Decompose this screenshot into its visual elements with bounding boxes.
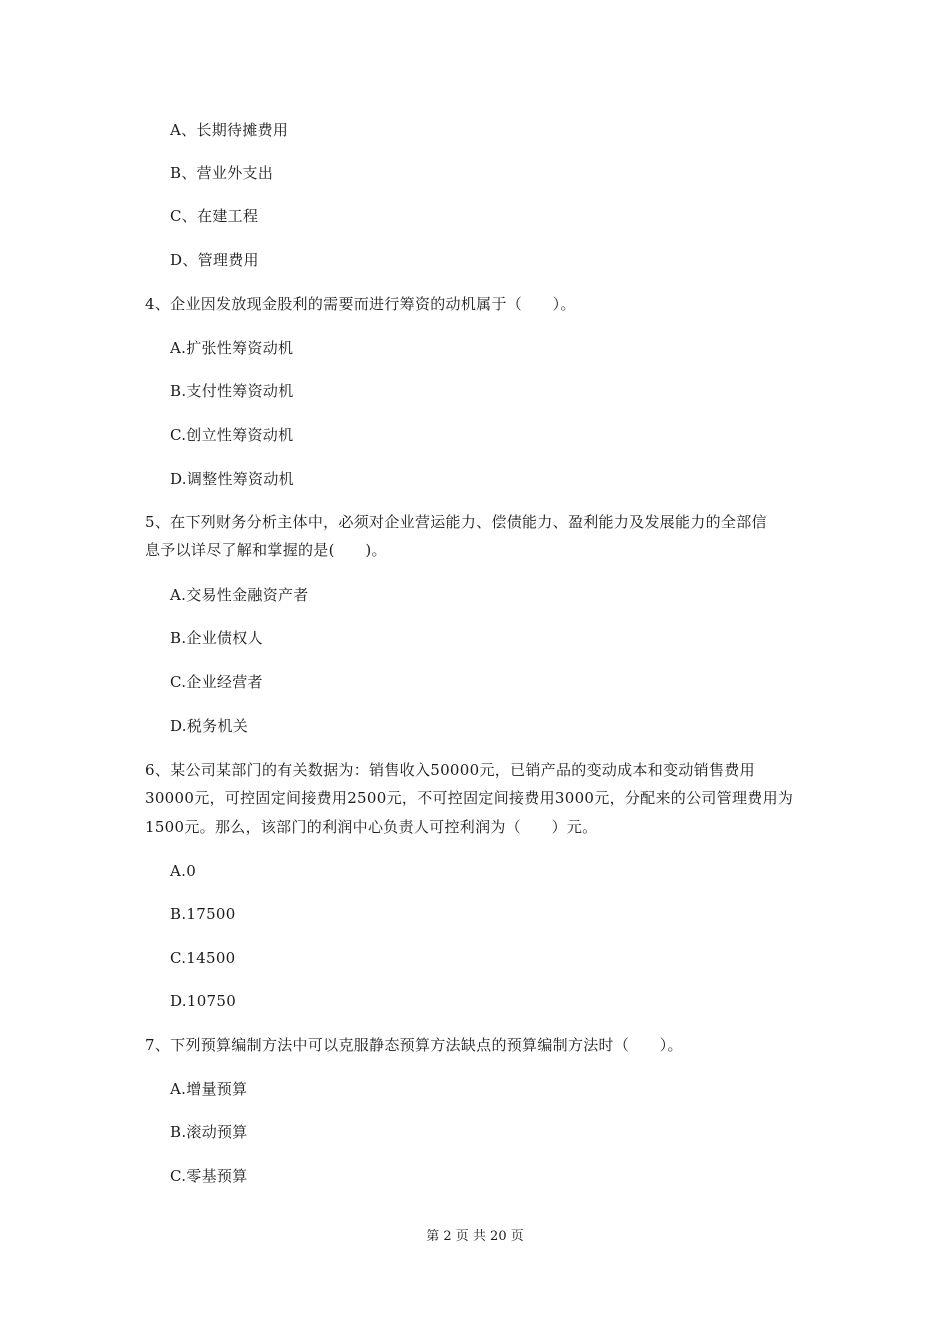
q4-option-b: B.支付性筹资动机 [170, 382, 294, 400]
q4-option-d: D.调整性筹资动机 [170, 470, 294, 488]
q5-option-a: A.交易性金融资产者 [170, 586, 309, 604]
q6-stem-line-3: 1500元。那么，该部门的利润中心负责人可控利润为（ ）元。 [145, 818, 598, 836]
q5-stem-line-2: 息予以详尽了解和掌握的是( )。 [145, 541, 387, 559]
q6-option-d: D.10750 [170, 992, 237, 1010]
q4-option-a: A.扩张性筹资动机 [170, 339, 294, 357]
q5-stem-line-1: 5、在下列财务分析主体中，必须对企业营运能力、偿债能力、盈利能力及发展能力的全部信 [145, 513, 767, 531]
page-footer: 第 2 页 共 20 页 [426, 1229, 524, 1244]
q6-option-b: B.17500 [170, 905, 236, 923]
q6-option-a: A.0 [170, 862, 197, 880]
q4-option-c: C.创立性筹资动机 [170, 426, 294, 444]
q6-stem-line-2: 30000元，可控固定间接费用2500元，不可控固定间接费用3000元，分配来的公司管理费用为 [145, 789, 794, 807]
q3-option-c: C、在建工程 [170, 207, 259, 225]
q3-option-a: A、长期待摊费用 [170, 121, 289, 139]
q3-option-d: D、管理费用 [170, 251, 259, 269]
q7-option-c: C.零基预算 [170, 1167, 248, 1185]
q6-option-c: C.14500 [170, 949, 236, 967]
q5-option-b: B.企业债权人 [170, 629, 263, 647]
q7-option-b: B.滚动预算 [170, 1123, 248, 1141]
q5-option-c: C.企业经营者 [170, 673, 263, 691]
q4-stem: 4、企业因发放现金股利的需要而进行筹资的动机属于（ ）。 [145, 295, 576, 313]
q7-stem: 7、下列预算编制方法中可以克服静态预算方法缺点的预算编制方法时（ ）。 [145, 1036, 683, 1054]
q7-option-a: A.增量预算 [170, 1080, 248, 1098]
q6-stem-line-1: 6、某公司某部门的有关数据为：销售收入50000元，已销产品的变动成本和变动销售费用 [145, 761, 755, 779]
q3-option-b: B、营业外支出 [170, 164, 274, 182]
q5-option-d: D.税务机关 [170, 717, 249, 735]
